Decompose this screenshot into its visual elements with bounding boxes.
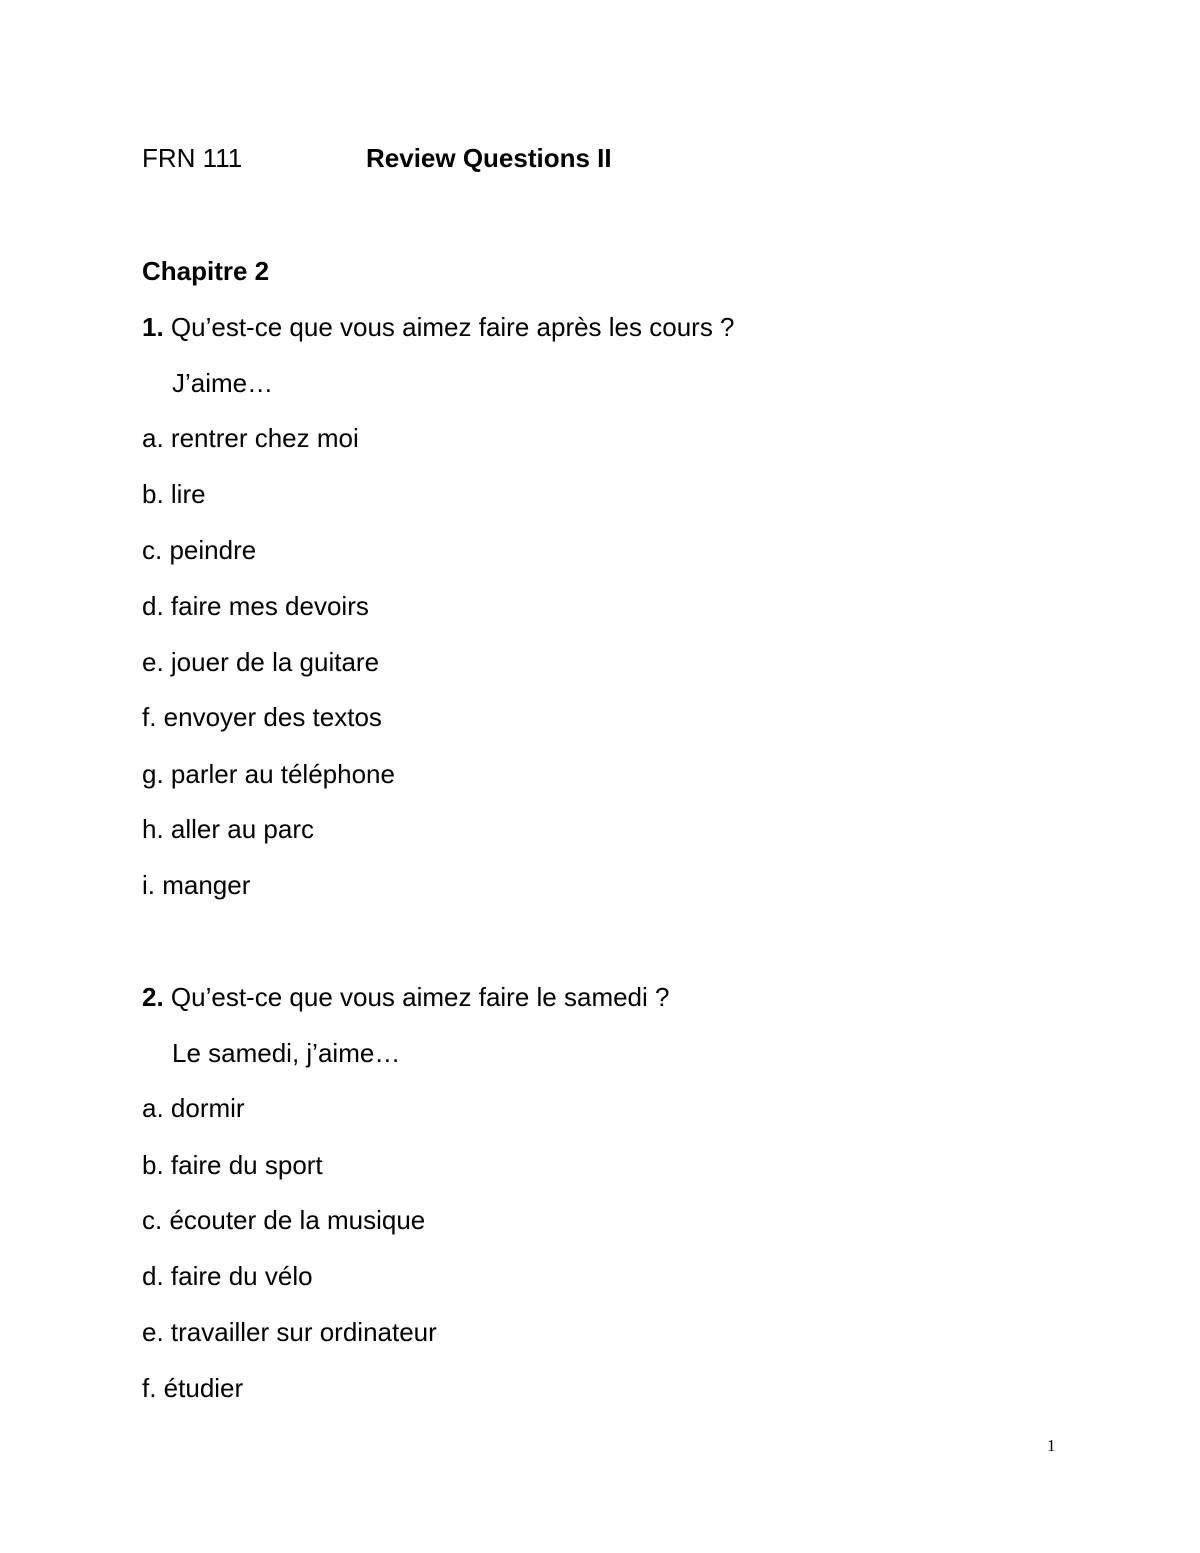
course-code: FRN 111: [142, 143, 243, 173]
question-1-text: Qu’est-ce que vous aimez faire après les cours ?: [163, 312, 735, 342]
question-2-option: d. faire du vélo: [142, 1261, 313, 1291]
question-1-option: h. aller au parc: [142, 814, 314, 844]
question-2-option: a. dormir: [142, 1093, 245, 1123]
question-2-option: e. travailler sur ordinateur: [142, 1317, 437, 1347]
question-2-text: Qu’est-ce que vous aimez faire le samedi ?: [163, 982, 670, 1012]
question-2: [142, 982, 669, 1012]
page-title: Review Questions II: [366, 143, 612, 173]
page-number: 1: [1047, 1436, 1056, 1455]
question-1-option: g. parler au téléphone: [142, 759, 395, 789]
question-2-prompt: Le samedi, j’aime…: [172, 1038, 401, 1068]
question-1-option: b. lire: [142, 479, 206, 509]
question-2-option: c. écouter de la musique: [142, 1205, 426, 1235]
question-1-option: f. envoyer des textos: [142, 702, 382, 732]
question-1-option: a. rentrer chez moi: [142, 423, 359, 453]
question-1-prompt: J’aime…: [172, 368, 274, 398]
question-1-option: e. jouer de la guitare: [142, 647, 380, 677]
question-2-option: f. étudier: [142, 1373, 244, 1403]
question-1-option: d. faire mes devoirs: [142, 591, 369, 621]
chapter-heading: Chapitre 2: [142, 256, 270, 286]
question-1-option: c. peindre: [142, 535, 257, 565]
question-2-option: b. faire du sport: [142, 1150, 323, 1180]
question-1: [142, 312, 735, 342]
question-2-number: 2.: [142, 982, 164, 1012]
question-1-number: 1.: [142, 312, 164, 342]
question-1-option: i. manger: [142, 870, 251, 900]
